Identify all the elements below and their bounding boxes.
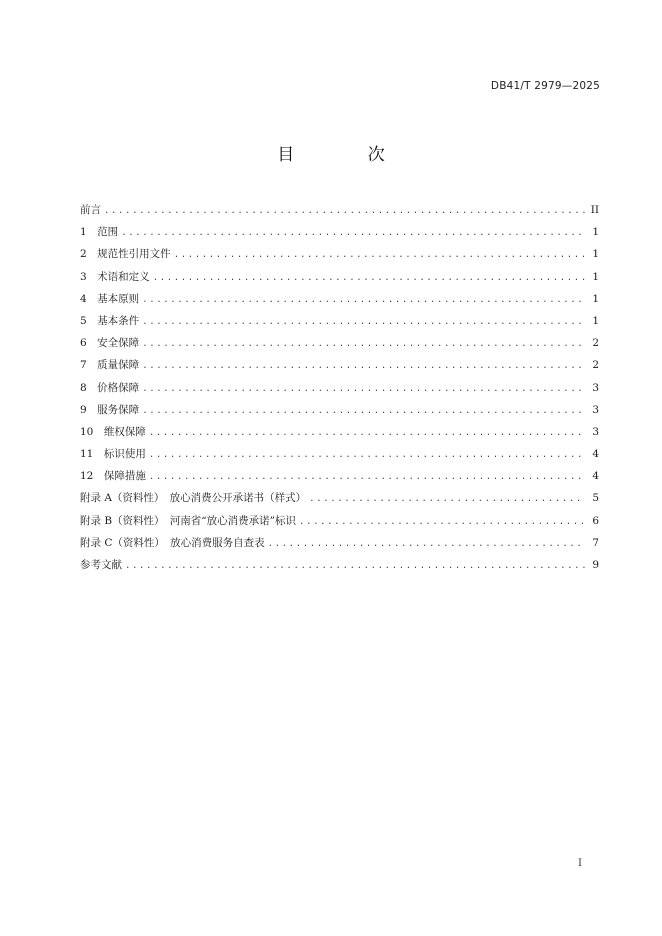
toc-entry-page: 3 xyxy=(592,403,599,416)
toc-entry-foreword[interactable] xyxy=(80,199,599,221)
toc-dot-leader xyxy=(142,333,585,355)
page-number: I xyxy=(578,858,582,869)
toc-entry-label: 附录 A（资料性） 放心消费公开承诺书（样式） xyxy=(80,492,307,505)
toc-entry-1[interactable] xyxy=(80,221,599,243)
page-title: 目 次 xyxy=(277,145,419,165)
toc-entry-label: 12 保障措施 xyxy=(80,470,146,483)
toc-entry-page: 3 xyxy=(592,381,599,394)
toc-entry-10[interactable] xyxy=(80,421,599,443)
toc-entry-label: 7 质量保障 xyxy=(80,359,140,372)
toc-entry-page: II xyxy=(590,204,599,216)
toc-dot-leader xyxy=(149,422,585,444)
toc-entry-label: 2 规范性引用文件 xyxy=(80,248,171,261)
toc-entry-2[interactable] xyxy=(80,243,599,265)
toc-entry-page: 5 xyxy=(592,492,599,505)
toc-dot-leader xyxy=(125,555,585,577)
toc-entry-page: 3 xyxy=(592,425,599,438)
toc-entry-label: 3 术语和定义 xyxy=(80,270,150,283)
toc-dot-leader xyxy=(149,466,585,488)
toc-entry-4[interactable] xyxy=(80,288,599,310)
toc-entry-label: 9 服务保障 xyxy=(80,403,140,416)
toc-entry-page: 1 xyxy=(592,292,599,305)
toc-dot-leader xyxy=(153,267,585,289)
toc-entry-label: 4 基本原则 xyxy=(80,292,140,305)
toc-dot-leader xyxy=(299,511,585,533)
toc-entry-label: 11 标识使用 xyxy=(80,448,146,461)
toc-entry-label: 前言 xyxy=(80,204,101,216)
toc-entry-label: 10 维权保障 xyxy=(80,425,146,438)
toc-entry-appendix-a[interactable] xyxy=(80,487,599,509)
toc-entry-8[interactable] xyxy=(80,377,599,399)
toc-dot-leader xyxy=(174,244,585,266)
toc-entry-label: 5 基本条件 xyxy=(80,314,140,327)
document-code: DB41/T 2979—2025 xyxy=(490,80,600,92)
toc-entry-label: 1 范围 xyxy=(80,226,119,239)
toc-entry-page: 4 xyxy=(592,448,599,461)
toc-entry-page: 6 xyxy=(592,514,599,527)
toc-dot-leader xyxy=(268,533,585,555)
toc-entry-page: 1 xyxy=(592,248,599,261)
toc-entry-3[interactable] xyxy=(80,266,599,288)
toc-dot-leader xyxy=(149,444,585,466)
toc-entry-6[interactable] xyxy=(80,332,599,354)
toc-entry-page: 2 xyxy=(592,359,599,372)
toc-entry-appendix-b[interactable] xyxy=(80,510,599,532)
toc-entry-label: 6 安全保障 xyxy=(80,337,140,350)
toc-dot-leader xyxy=(142,378,585,400)
toc-entry-page: 1 xyxy=(592,270,599,283)
toc-entry-page: 9 xyxy=(592,559,599,571)
toc-entry-5[interactable] xyxy=(80,310,599,332)
toc-dot-leader xyxy=(104,200,585,222)
toc-dot-leader xyxy=(121,222,585,244)
toc-dot-leader xyxy=(142,311,585,333)
toc-entry-label: 参考文献 xyxy=(80,559,122,571)
toc-entry-page: 2 xyxy=(592,337,599,350)
toc-entry-page: 1 xyxy=(592,226,599,239)
toc-entry-12[interactable] xyxy=(80,465,599,487)
toc-entry-page: 7 xyxy=(592,536,599,549)
toc-entry-appendix-c[interactable] xyxy=(80,532,599,554)
toc-entry-references[interactable] xyxy=(80,554,599,576)
toc-entry-page: 4 xyxy=(592,470,599,483)
toc-entry-label: 附录 B（资料性） 河南省“放心消费承诺”标识 xyxy=(80,514,297,527)
toc-dot-leader xyxy=(142,400,585,422)
toc-entry-9[interactable] xyxy=(80,399,599,421)
table-of-contents xyxy=(80,199,599,576)
toc-entry-7[interactable] xyxy=(80,354,599,376)
toc-entry-page: 1 xyxy=(592,314,599,327)
toc-dot-leader xyxy=(142,289,585,311)
toc-entry-label: 附录 C（资料性） 放心消费服务自查表 xyxy=(80,536,265,549)
toc-dot-leader xyxy=(309,488,585,510)
toc-entry-label: 8 价格保障 xyxy=(80,381,140,394)
toc-entry-11[interactable] xyxy=(80,443,599,465)
toc-dot-leader xyxy=(142,355,585,377)
